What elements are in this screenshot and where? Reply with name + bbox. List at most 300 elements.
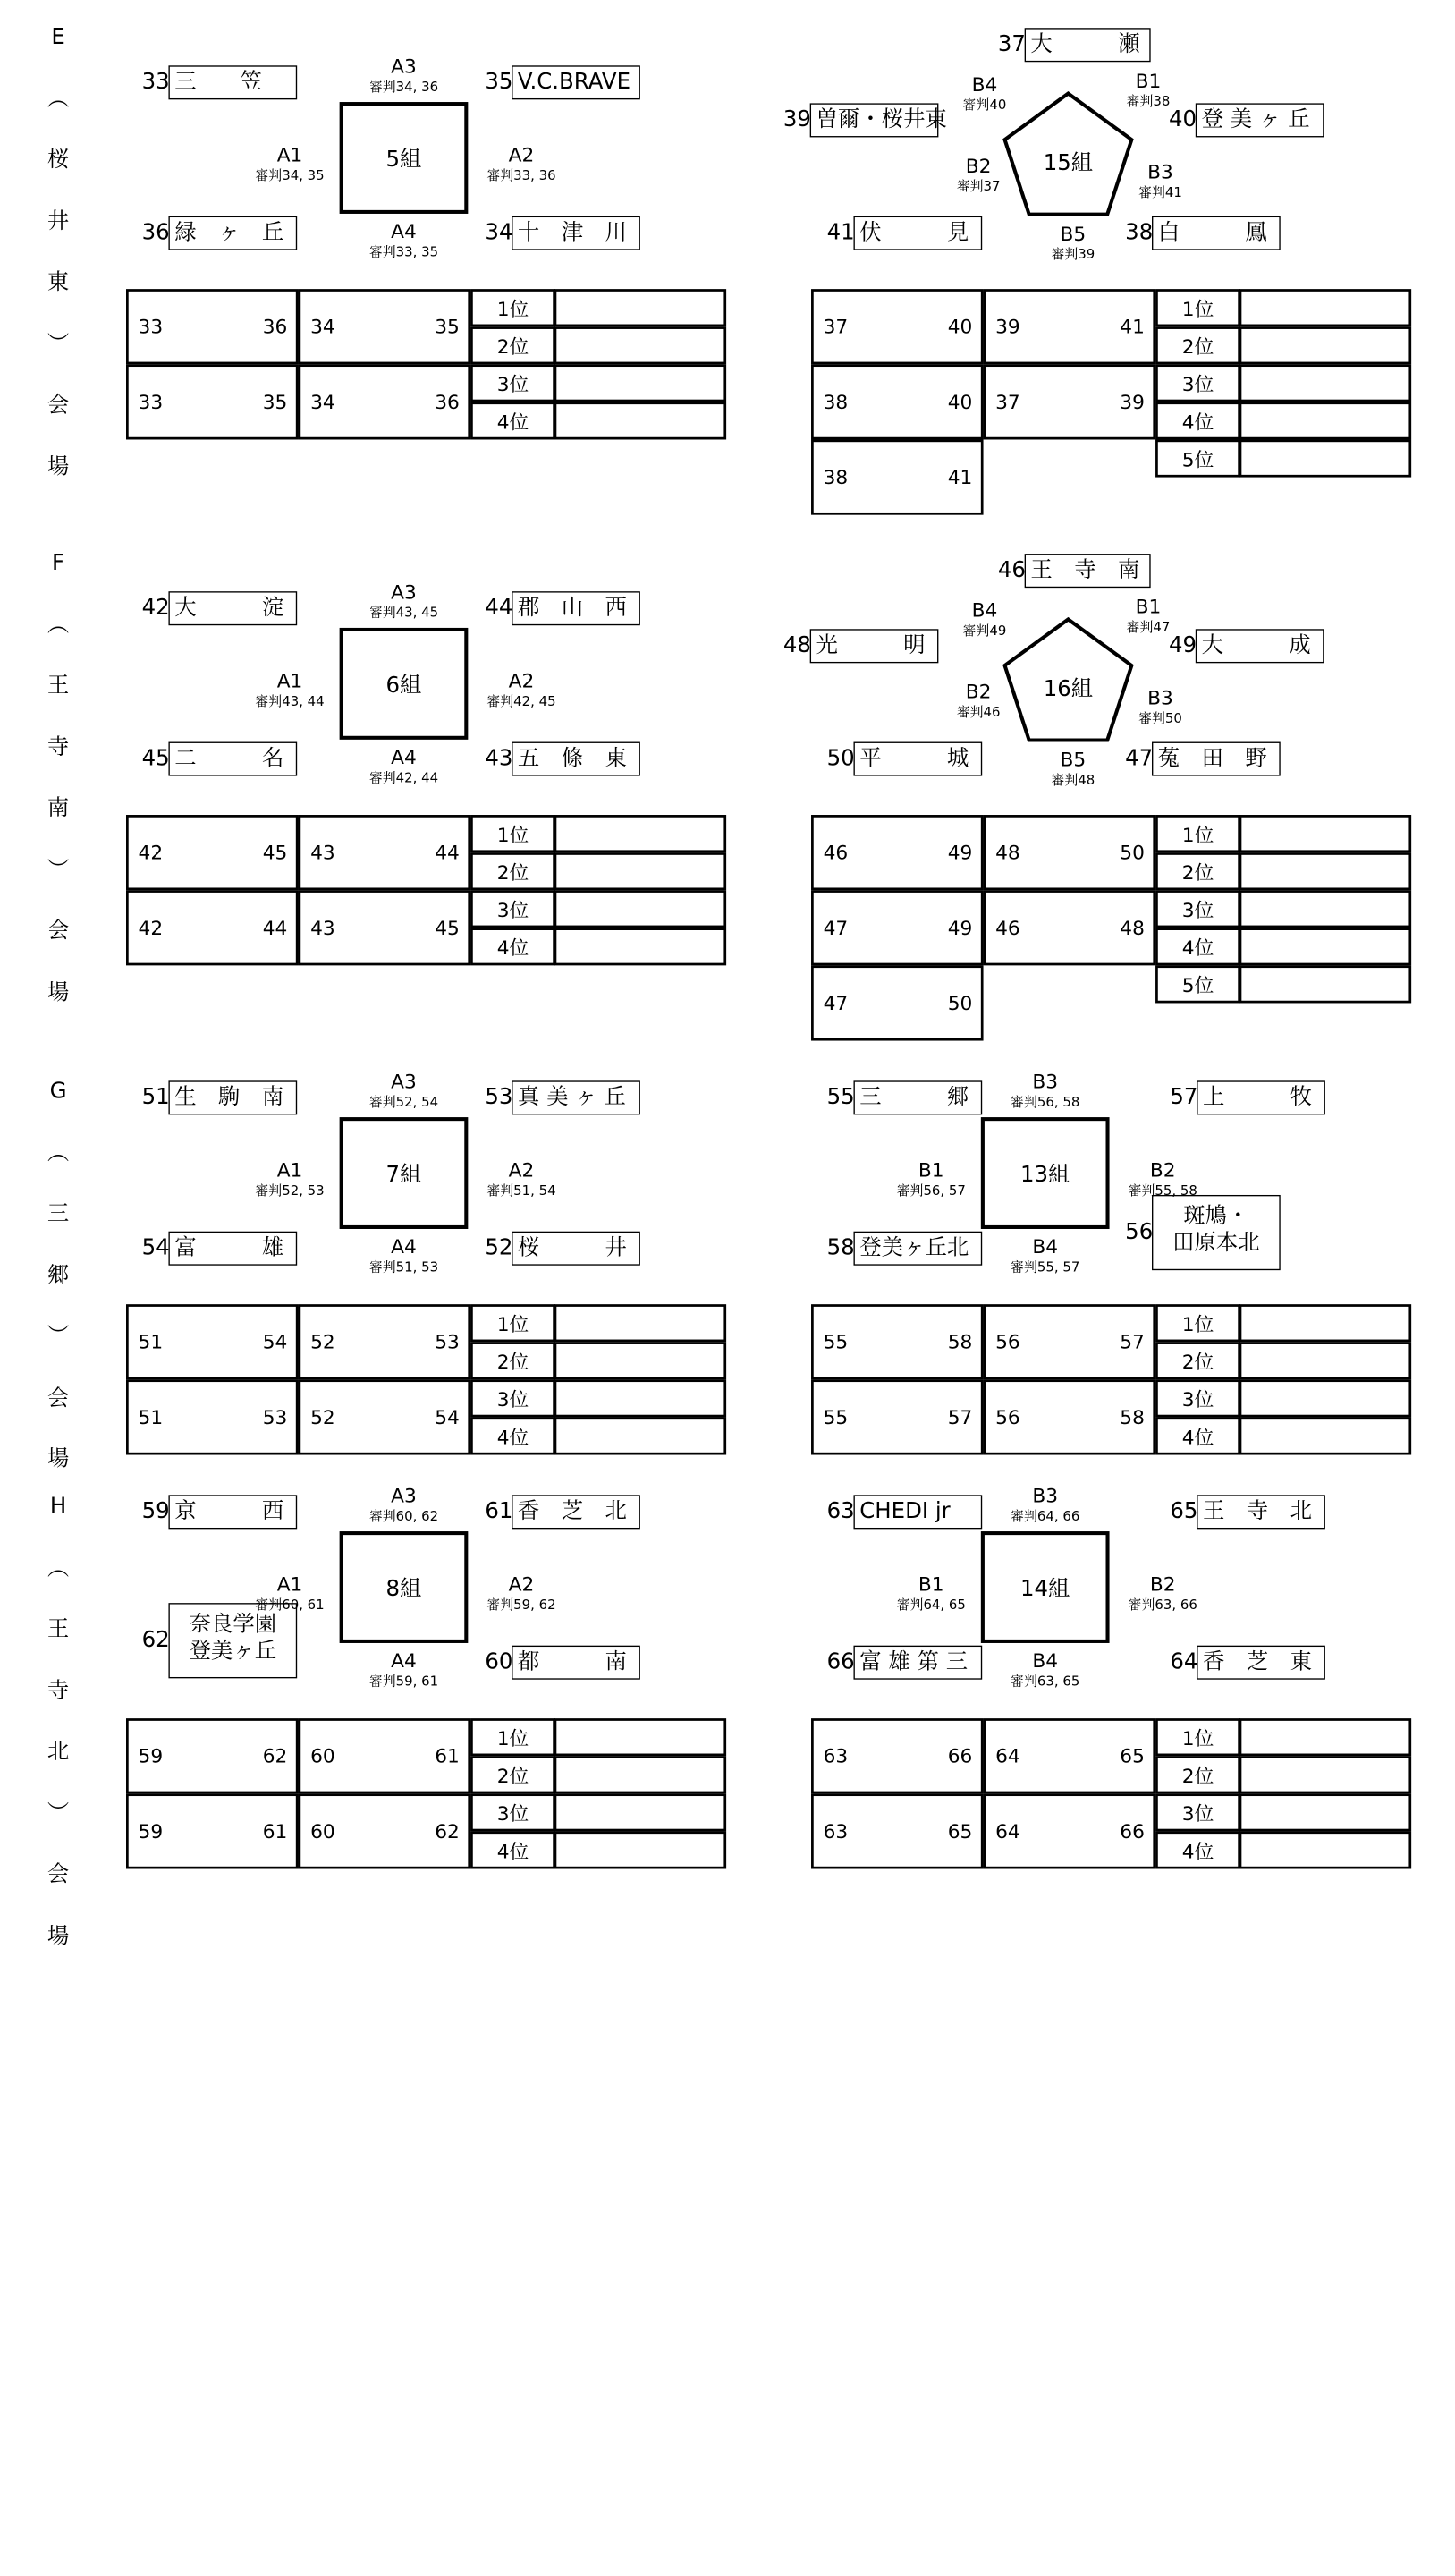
match-team-b: 40 — [947, 315, 973, 339]
position-label: A3 — [391, 55, 417, 78]
referee-label: 審判63, 66 — [1128, 1597, 1197, 1614]
match-team-b: 35 — [435, 315, 460, 339]
venue-label-char: 会 — [47, 918, 70, 944]
team-name-box: 大 淀 — [168, 591, 297, 625]
group-square: 5組 — [340, 102, 469, 214]
position-label: B2 — [1149, 1158, 1176, 1182]
rank-entry[interactable] — [1239, 965, 1412, 1003]
team-number: 59 — [141, 1498, 170, 1524]
match-team-a: 59 — [138, 1819, 164, 1843]
referee-label: 審判39 — [1051, 246, 1095, 263]
team-name-box: 香 芝 東 — [1197, 1646, 1325, 1680]
position-label: A4 — [391, 1648, 417, 1673]
team-number: 48 — [782, 632, 811, 658]
venue-label-char: ︵ — [47, 1140, 70, 1165]
referee-label: 審判41 — [1138, 184, 1182, 201]
match-team-b: 65 — [1120, 1744, 1145, 1768]
team-name-box: 京 西 — [168, 1495, 297, 1529]
referee-label: 審判43, 45 — [368, 605, 439, 621]
team-name-box: 三 笠 — [168, 65, 297, 99]
match-cell — [811, 815, 984, 890]
team-name-box: 五 條 東 — [512, 742, 640, 776]
match-team-b: 39 — [1120, 390, 1145, 414]
position-label: B4 — [971, 72, 998, 97]
venue-label-char: 会 — [47, 1385, 70, 1411]
position-label: A1 — [276, 669, 303, 692]
referee-label: 審判33, 36 — [486, 167, 556, 184]
rank-label: 5位 — [1155, 965, 1240, 1003]
position-label: A2 — [508, 1158, 535, 1182]
match-team-b: 53 — [262, 1405, 288, 1429]
rank-entry[interactable] — [1239, 852, 1412, 890]
match-team-b: 54 — [262, 1330, 288, 1354]
venue-label-char: ︵ — [47, 1555, 70, 1581]
venue-label-char: 桜 — [47, 147, 70, 173]
team-number: 33 — [141, 69, 170, 95]
match-team-b: 62 — [435, 1819, 460, 1843]
venue-label-char: 会 — [47, 392, 70, 419]
match-cell — [984, 1718, 1156, 1793]
match-team-b: 62 — [262, 1744, 288, 1768]
referee-label: 審判34, 35 — [255, 167, 325, 184]
match-cell — [984, 1793, 1156, 1868]
referee-label: 審判63, 65 — [1011, 1673, 1080, 1690]
match-team-a: 55 — [823, 1330, 849, 1354]
match-cell — [984, 1304, 1156, 1379]
venue-label-char: 三 — [47, 1200, 70, 1227]
venue-label-char: 寺 — [47, 1677, 70, 1704]
rank-entry[interactable] — [1239, 928, 1412, 965]
rank-entry[interactable] — [1239, 1756, 1412, 1793]
rank-label: 4位 — [470, 402, 555, 439]
position-label: A3 — [391, 580, 417, 604]
match-team-b: 44 — [262, 916, 288, 940]
referee-label: 審判33, 35 — [368, 243, 439, 260]
venue-label-char: ︶ — [47, 1800, 70, 1826]
venue-label-char: 北 — [47, 1739, 70, 1765]
venue-label-char: G — [49, 1078, 67, 1105]
referee-label: 審判47 — [1126, 619, 1171, 636]
referee-label: 審判42, 45 — [486, 693, 556, 709]
venue-label-char: ︶ — [47, 1323, 70, 1350]
position-label: B2 — [965, 680, 992, 704]
team-name-box: 大 瀬 — [1025, 28, 1151, 62]
rank-entry[interactable] — [554, 1417, 727, 1454]
match-cell — [811, 1379, 984, 1454]
match-team-b: 58 — [1120, 1405, 1145, 1429]
rank-entry[interactable] — [554, 1756, 727, 1793]
match-team-a: 51 — [138, 1405, 164, 1429]
match-team-b: 50 — [947, 991, 973, 1015]
rank-entry[interactable] — [554, 1342, 727, 1379]
team-number: 61 — [485, 1498, 513, 1524]
rank-label: 1位 — [470, 1304, 555, 1342]
team-number: 55 — [826, 1084, 855, 1110]
team-name-box: 大 成 — [1196, 629, 1324, 663]
position-label: A1 — [276, 143, 303, 167]
position-label: B3 — [1032, 1070, 1059, 1093]
match-team-b: 45 — [262, 841, 288, 865]
match-team-b: 66 — [947, 1744, 973, 1768]
rank-label: 3位 — [470, 1379, 555, 1417]
position-label: B4 — [1032, 1234, 1059, 1258]
team-number: 49 — [1168, 632, 1197, 658]
position-label: B4 — [971, 598, 998, 623]
match-team-a: 56 — [995, 1405, 1020, 1429]
match-cell — [299, 1379, 471, 1454]
team-name-box: 王 寺 南 — [1025, 554, 1151, 588]
venue-label-char: 場 — [47, 1446, 70, 1472]
match-team-a: 33 — [138, 315, 164, 339]
match-team-b: 45 — [435, 916, 460, 940]
match-team-a: 63 — [823, 1819, 849, 1843]
match-team-a: 42 — [138, 916, 164, 940]
referee-label: 審判55, 58 — [1128, 1182, 1197, 1199]
position-label: A2 — [508, 143, 535, 167]
rank-label: 2位 — [470, 326, 555, 364]
team-number: 50 — [826, 745, 855, 772]
team-number: 65 — [1170, 1498, 1198, 1524]
rank-entry[interactable] — [1239, 1793, 1412, 1831]
rank-entry[interactable] — [554, 1793, 727, 1831]
match-team-a: 39 — [995, 315, 1020, 339]
match-team-b: 49 — [947, 841, 973, 865]
team-name-box: 上 牧 — [1197, 1080, 1325, 1114]
team-name-box: 香 芝 北 — [512, 1495, 640, 1529]
referee-label: 審判51, 54 — [486, 1182, 556, 1199]
match-team-a: 46 — [995, 916, 1020, 940]
team-name-box: 生 駒 南 — [168, 1080, 297, 1114]
referee-label: 審判59, 61 — [368, 1673, 439, 1690]
team-number: 43 — [485, 745, 513, 772]
referee-label: 審判60, 61 — [255, 1597, 325, 1614]
venue-label-char: 場 — [47, 979, 70, 1005]
match-cell — [811, 1304, 984, 1379]
match-cell — [299, 1718, 471, 1793]
team-number: 40 — [1168, 106, 1197, 132]
team-number: 52 — [485, 1234, 513, 1261]
referee-label: 審判42, 44 — [368, 769, 439, 786]
team-name-box: 富 雄 — [168, 1232, 297, 1266]
match-cell — [811, 1718, 984, 1793]
match-team-a: 42 — [138, 841, 164, 865]
match-team-b: 36 — [262, 315, 288, 339]
rank-label: 2位 — [1155, 1342, 1240, 1379]
position-label: B1 — [918, 1158, 944, 1182]
team-number: 37 — [997, 31, 1026, 57]
venue-label-char: 王 — [47, 1616, 70, 1642]
referee-label: 審判56, 57 — [896, 1182, 966, 1199]
referee-label: 審判52, 53 — [255, 1182, 325, 1199]
match-team-b: 66 — [1120, 1819, 1145, 1843]
group-square: 8組 — [340, 1531, 469, 1643]
position-label: A4 — [391, 219, 417, 243]
match-cell — [126, 1304, 299, 1379]
position-label: A4 — [391, 1234, 417, 1258]
rank-label: 3位 — [470, 890, 555, 928]
match-team-a: 47 — [823, 991, 849, 1015]
team-number: 51 — [141, 1084, 170, 1110]
rank-label: 1位 — [1155, 815, 1240, 852]
rank-label: 4位 — [1155, 928, 1240, 965]
match-team-a: 51 — [138, 1330, 164, 1354]
position-label: A4 — [391, 745, 417, 769]
position-label: B4 — [1032, 1648, 1059, 1673]
team-number: 57 — [1170, 1084, 1198, 1110]
match-team-a: 60 — [310, 1819, 335, 1843]
team-number: 62 — [141, 1627, 170, 1653]
venue-label-char: 井 — [47, 208, 70, 234]
rank-entry[interactable] — [554, 1304, 727, 1342]
team-name-box: 桜 井 — [512, 1232, 640, 1266]
team-number: 38 — [1125, 219, 1154, 246]
team-number: 36 — [141, 219, 170, 246]
position-label: B3 — [1147, 686, 1173, 709]
rank-label: 2位 — [470, 852, 555, 890]
venue-label-char: 東 — [47, 269, 70, 295]
match-cell — [126, 1793, 299, 1868]
match-team-a: 34 — [310, 315, 335, 339]
referee-label: 審判51, 53 — [368, 1258, 439, 1275]
referee-label: 審判64, 66 — [1011, 1508, 1080, 1524]
rank-label: 3位 — [1155, 364, 1240, 402]
team-name-box: 郡 山 西 — [512, 591, 640, 625]
team-name-box: 白 鳳 — [1152, 216, 1281, 250]
venue-label-char: F — [52, 550, 65, 576]
position-label: B3 — [1147, 160, 1173, 184]
rank-entry[interactable] — [1239, 815, 1412, 852]
team-name-box: 光 明 — [810, 629, 939, 663]
match-team-b: 65 — [947, 1819, 973, 1843]
venue-label-char: 会 — [47, 1861, 70, 1887]
position-label: A3 — [391, 1484, 417, 1507]
match-team-b: 53 — [435, 1330, 460, 1354]
team-name-box: 真 美 ヶ 丘 — [512, 1080, 640, 1114]
match-team-a: 64 — [995, 1819, 1020, 1843]
position-label: B2 — [1149, 1572, 1176, 1597]
match-cell — [811, 890, 984, 965]
match-team-a: 55 — [823, 1405, 849, 1429]
match-team-a: 52 — [310, 1405, 335, 1429]
match-team-a: 33 — [138, 390, 164, 414]
match-team-a: 64 — [995, 1744, 1020, 1768]
rank-entry[interactable] — [1239, 1304, 1412, 1342]
group-label: 15組 — [1043, 150, 1094, 176]
match-team-b: 54 — [435, 1405, 460, 1429]
team-number: 54 — [141, 1234, 170, 1261]
venue-label-char: 寺 — [47, 733, 70, 760]
position-label: B5 — [1060, 748, 1087, 772]
match-team-a: 43 — [310, 916, 335, 940]
rank-label: 4位 — [1155, 1831, 1240, 1868]
position-label: A3 — [391, 1070, 417, 1093]
venue-label-char: 王 — [47, 673, 70, 699]
match-team-b: 41 — [1120, 315, 1145, 339]
position-label: B5 — [1060, 222, 1087, 246]
team-number: 58 — [826, 1234, 855, 1261]
position-label: A2 — [508, 669, 535, 692]
team-name-box: 奈良学園 登美ヶ丘 — [168, 1603, 297, 1678]
rank-label: 5位 — [1155, 439, 1240, 477]
match-cell — [811, 965, 984, 1040]
position-label: B1 — [918, 1572, 944, 1597]
match-cell — [126, 1718, 299, 1793]
referee-label: 審判37 — [956, 178, 1001, 195]
team-number: 41 — [826, 219, 855, 246]
group-square: 13組 — [981, 1117, 1110, 1229]
team-number: 45 — [141, 745, 170, 772]
match-team-a: 56 — [995, 1330, 1020, 1354]
position-label: B2 — [965, 154, 992, 178]
team-number: 60 — [485, 1648, 513, 1675]
rank-entry[interactable] — [554, 1379, 727, 1417]
rank-label: 1位 — [470, 1718, 555, 1756]
team-name-box: 都 南 — [512, 1646, 640, 1680]
rank-label: 4位 — [1155, 402, 1240, 439]
rank-label: 1位 — [470, 815, 555, 852]
team-name-box: CHEDI jr — [853, 1495, 982, 1529]
referee-label: 審判59, 62 — [486, 1597, 556, 1614]
team-name-box: 平 城 — [853, 742, 982, 776]
match-team-b: 44 — [435, 841, 460, 865]
match-team-a: 38 — [823, 465, 849, 489]
match-team-a: 63 — [823, 1744, 849, 1768]
rank-label: 3位 — [1155, 1793, 1240, 1831]
rank-label: 3位 — [470, 364, 555, 402]
match-team-b: 40 — [947, 390, 973, 414]
match-cell — [811, 1793, 984, 1868]
team-number: 39 — [782, 106, 811, 132]
rank-label: 1位 — [1155, 289, 1240, 326]
team-number: 53 — [485, 1084, 513, 1110]
referee-label: 審判50 — [1138, 710, 1182, 726]
referee-label: 審判43, 44 — [255, 693, 325, 709]
team-name-box: 菟 田 野 — [1152, 742, 1281, 776]
rank-label: 4位 — [470, 928, 555, 965]
rank-label: 3位 — [1155, 1379, 1240, 1417]
match-team-b: 50 — [1120, 841, 1145, 865]
rank-entry[interactable] — [1239, 1342, 1412, 1379]
venue-label-char: ︵ — [47, 611, 70, 638]
match-cell — [299, 1793, 471, 1868]
team-number: 44 — [485, 595, 513, 621]
match-team-a: 48 — [995, 841, 1020, 865]
position-label: B1 — [1135, 69, 1162, 93]
team-name-box: 富 雄 第 三 — [853, 1646, 982, 1680]
match-team-a: 52 — [310, 1330, 335, 1354]
referee-label: 審判34, 36 — [368, 79, 439, 95]
group-square: 7組 — [340, 1117, 469, 1229]
team-name-box: 二 名 — [168, 742, 297, 776]
group-label: 16組 — [1043, 676, 1094, 702]
rank-entry[interactable] — [554, 1718, 727, 1756]
match-team-a: 47 — [823, 916, 849, 940]
match-team-b: 58 — [947, 1330, 973, 1354]
match-team-a: 37 — [995, 390, 1020, 414]
venue-label-char: H — [49, 1493, 67, 1520]
match-team-a: 34 — [310, 390, 335, 414]
match-team-a: 38 — [823, 390, 849, 414]
match-team-a: 60 — [310, 1744, 335, 1768]
venue-label-char: 南 — [47, 795, 70, 821]
match-team-a: 37 — [823, 315, 849, 339]
referee-label: 審判48 — [1051, 772, 1095, 789]
match-team-a: 46 — [823, 841, 849, 865]
venue-label-char: ︶ — [47, 856, 70, 883]
rank-label: 2位 — [1155, 326, 1240, 364]
rank-entry[interactable] — [1239, 1417, 1412, 1454]
rank-entry[interactable] — [1239, 1831, 1412, 1868]
position-label: B1 — [1135, 595, 1162, 619]
team-name-box: 斑鳩・ 田原本北 — [1152, 1195, 1281, 1270]
team-name-box: V.C.BRAVE — [512, 65, 640, 99]
team-number: 56 — [1125, 1219, 1154, 1245]
team-name-box: 登 美 ヶ 丘 — [1196, 103, 1324, 137]
position-label: A2 — [508, 1572, 535, 1597]
team-number: 35 — [485, 69, 513, 95]
match-team-b: 35 — [262, 390, 288, 414]
match-team-a: 43 — [310, 841, 335, 865]
referee-label: 審判40 — [962, 97, 1007, 114]
venue-label-char: ︶ — [47, 330, 70, 357]
team-number: 66 — [826, 1648, 855, 1675]
team-number: 63 — [826, 1498, 855, 1524]
referee-label: 審判64, 65 — [896, 1597, 966, 1614]
venue-label-char: E — [51, 24, 65, 50]
rank-label: 1位 — [1155, 1718, 1240, 1756]
match-cell — [984, 815, 1156, 890]
match-cell — [984, 890, 1156, 965]
team-number: 47 — [1125, 745, 1154, 772]
rank-label: 3位 — [470, 1793, 555, 1831]
team-number: 42 — [141, 595, 170, 621]
rank-label: 2位 — [470, 1342, 555, 1379]
position-label: A1 — [276, 1572, 303, 1597]
match-team-a: 59 — [138, 1744, 164, 1768]
venue-label-char: ︵ — [47, 85, 70, 112]
referee-label: 審判46 — [956, 704, 1001, 721]
match-team-b: 61 — [262, 1819, 288, 1843]
referee-label: 審判49 — [962, 623, 1007, 640]
team-number: 46 — [997, 557, 1026, 583]
referee-label: 審判56, 58 — [1011, 1094, 1080, 1110]
rank-entry[interactable] — [1239, 1379, 1412, 1417]
rank-entry[interactable] — [554, 1831, 727, 1868]
team-name-box: 伏 見 — [853, 216, 982, 250]
rank-label: 4位 — [470, 1417, 555, 1454]
team-number: 34 — [485, 219, 513, 246]
match-team-b: 36 — [435, 390, 460, 414]
match-team-b: 57 — [947, 1405, 973, 1429]
team-number: 64 — [1170, 1648, 1198, 1675]
position-label: B3 — [1032, 1484, 1059, 1507]
match-team-b: 48 — [1120, 916, 1145, 940]
venue-label-char: 場 — [47, 1922, 70, 1949]
rank-label: 4位 — [1155, 1417, 1240, 1454]
match-team-b: 49 — [947, 916, 973, 940]
match-cell — [299, 1304, 471, 1379]
rank-entry[interactable] — [1239, 1718, 1412, 1756]
rank-entry[interactable] — [1239, 890, 1412, 928]
rank-label: 2位 — [1155, 852, 1240, 890]
team-name-box: 三 郷 — [853, 1080, 982, 1114]
team-name-box: 王 寺 北 — [1197, 1495, 1325, 1529]
match-team-b: 61 — [435, 1744, 460, 1768]
rank-label: 1位 — [1155, 1304, 1240, 1342]
team-name-box: 十 津 川 — [512, 216, 640, 250]
rank-label: 3位 — [1155, 890, 1240, 928]
match-team-b: 41 — [947, 465, 973, 489]
